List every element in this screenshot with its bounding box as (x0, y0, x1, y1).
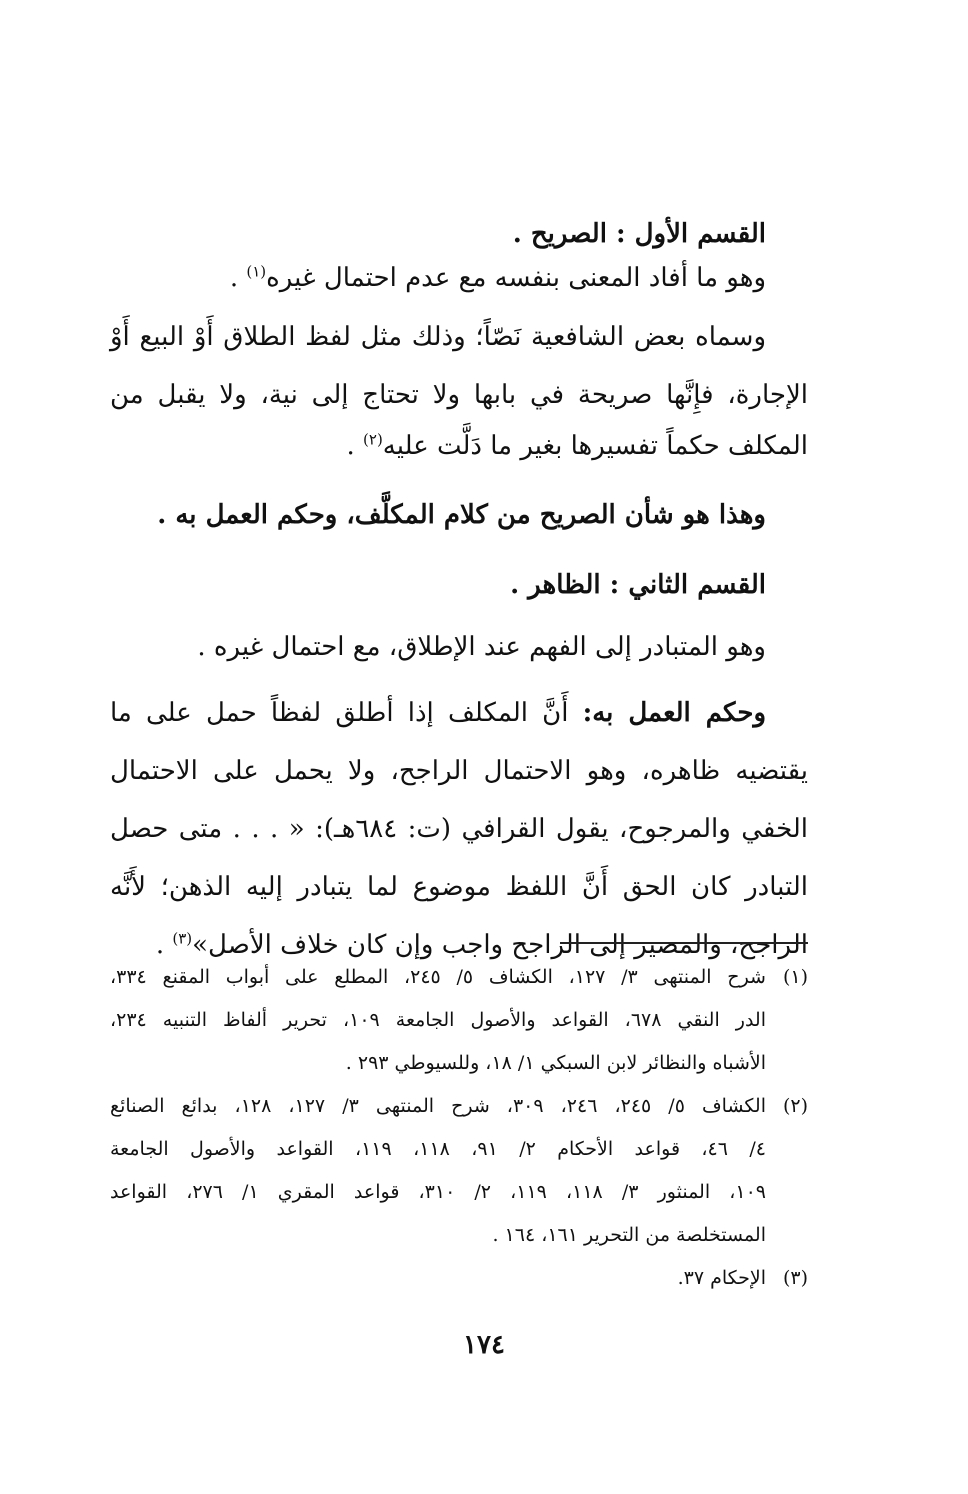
section1-definition: وهو ما أفاد المعنى بنفسه مع عدم احتمال غيره$^{(١)}$ . (229, 262, 766, 293)
section2-rule-line-2: يقتضيه ظاهره، وهو الاحتمال الراجح، ولا يحمل على الاحتمال (110, 756, 808, 786)
footnote-line: شرح المنتهى ٣/ ١٢٧، الكشاف ٥/ ٢٤٥، المطلع على أبواب المقنع ٣٣٤، (110, 966, 766, 988)
footnote-ref-3: (٣) (172, 929, 193, 948)
section2-heading: القسم الثاني : الظاهر . (510, 570, 766, 600)
section1-para-line-2: الإجارة، فإِنَّها صريحة في بابها ولا تحتاج إلى نية، ولا يقبل من (110, 380, 808, 410)
section2-rule-line-1: وحكم العمل به: أَنَّ المكلف إذا أطلق لفظاً حمل على ما (110, 698, 767, 728)
footnotes (110, 956, 808, 1300)
section1-heading: القسم الأول : الصريح . (512, 219, 766, 249)
footnote-2 (110, 1085, 808, 1257)
section2-rule-line-5: الراجح، والمصير إلى الراجح واجب وإن كان خلاف الأصل»$^{(٣)}$ . (155, 929, 808, 960)
footnote-separator (560, 942, 808, 944)
footnote-line: ١٠٩، المنثور ٣/ ١١٨، ١١٩، ٢/ ٣١٠، قواعد المقري ١/ ٢٧٦، القواعد (110, 1181, 766, 1203)
section2-rule-line-3: الخفي والمرجوح، يقول القرافي (ت: ٦٨٤هـ): « . . . متى حصل (110, 814, 808, 844)
rule-label: وحكم العمل به: (582, 698, 767, 728)
section1-rule: وهذا هو شأن الصريح من كلام المكلَّف، وحكم العمل به . (157, 500, 766, 530)
footnote-ref-2: (٢) (363, 430, 383, 449)
footnote-line: الدر النقي ٦٧٨، القواعد والأصول الجامعة ١٠٩، تحرير ألفاظ التنبيه ٢٣٤، (110, 1009, 767, 1031)
section2-rule-line-4: التبادر كان الحق أَنَّ اللفظ موضوع لما يتبادر إليه الذهن؛ لأَنَّه (110, 872, 808, 902)
footnote-number: (١) (782, 966, 808, 988)
footnote-line: الأشباه والنظائر لابن السبكي ١/ ١٨، وللسيوطي ٢٩٣ . (345, 1052, 766, 1074)
section1-para-line-3: المكلف حكماً تفسيرها بغير ما دَلَّت عليه$^{(٢)}$ . (346, 430, 808, 461)
footnote-1 (110, 956, 808, 1085)
footnote-number: (٢) (782, 1095, 808, 1117)
section2-definition: وهو المتبادر إلى الفهم عند الإطلاق، مع احتمال غيره . (197, 632, 766, 662)
footnote-line: ٤/ ٤٦، قواعد الأحكام ٢/ ٩١، ١١٨، ١١٩، القواعد والأصول الجامعة (110, 1138, 766, 1160)
main-text (110, 212, 808, 974)
footnote-ref-1: (١) (246, 262, 267, 281)
section1-para-line-1: وسماه بعض الشافعية نَصّاً؛ وذلك مثل لفظ الطلاق أَوْ البيع أَوْ (110, 322, 766, 352)
footnote-line: الإحكام ٣٧. (677, 1267, 766, 1289)
footnote-line: المستخلصة من التحرير ١٦١، ١٦٤ . (492, 1224, 766, 1246)
footnote-line: الكشاف ٥/ ٢٤٥، ٢٤٦، ٣٠٩، شرح المنتهى ٣/ ١٢٧، ١٢٨، بدائع الصنائع (110, 1095, 766, 1117)
page-number: ١٧٤ (463, 1330, 505, 1360)
footnote-number: (٣) (782, 1267, 808, 1289)
footnote-3 (110, 1257, 808, 1300)
